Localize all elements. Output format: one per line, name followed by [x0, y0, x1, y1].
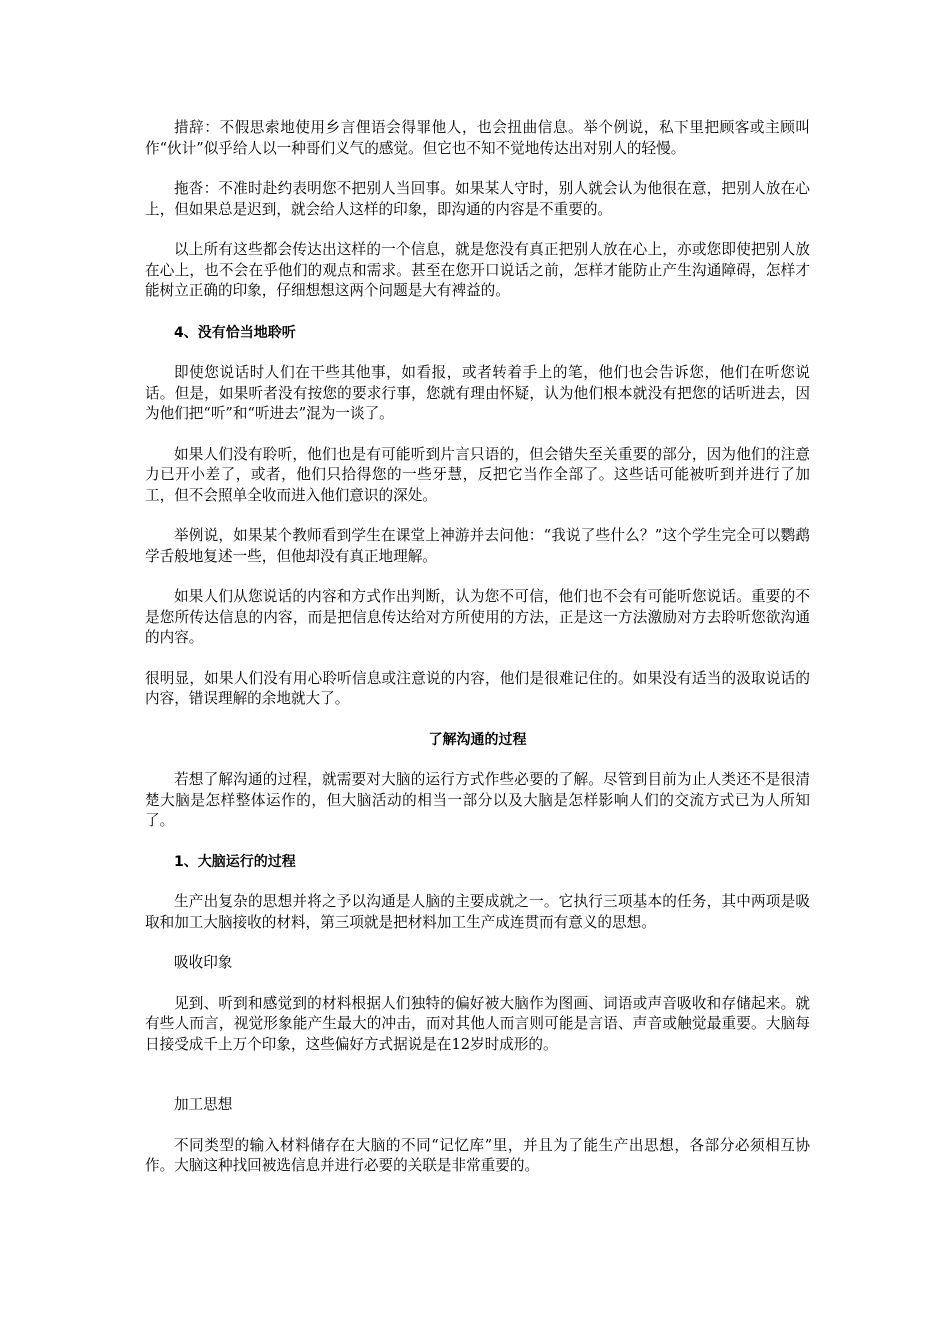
paragraph-wording: 措辞：不假思索地使用乡言俚语会得罪他人，也会扭曲信息。举个例说，私下里把顾客或主顾叫作“伙计”似乎给人以一种哥们义气的感觉。但它也不知不觉地传达出对别人的轻慢。: [145, 119, 810, 157]
document-page: [145, 118, 810, 1177]
paragraph-example: 举例说，如果某个教师看到学生在课堂上神游并去问他：“我说了些什么？”这个学生完全可以鹦鹉学舌般地复述一些，但他却没有真正地理解。: [145, 527, 810, 565]
paragraph-listening-2: 如果人们没有聆听，他们也是有可能听到片言只语的，但会错失至关重要的部分，因为他们的注意力已开小差了，或者，他们只拾得您的一些牙慧，反把它当作全部了。这些话可能被听到并进行了加工，但不会照单全收而进入他们意识的深处。: [145, 445, 810, 504]
paragraph-tardiness: 拖沓：不准时赴约表明您不把别人当回事。如果某人守时，别人就会认为他很在意，把别人放在心上，但如果总是迟到，就会给人这样的印象，即沟通的内容是不重要的。: [145, 180, 810, 218]
paragraph-processing: 不同类型的输入材料储存在大脑的不同“记忆库”里，并且为了能生产出思想，各部分必须相互协作。大脑这种找回被选信息并进行必要的关联是非常重要的。: [145, 1136, 810, 1174]
paragraph-obvious: 很明显，如果人们没有用心聆听信息或注意说的内容，他们是很难记住的。如果没有适当的汲取说话的内容，错误理解的余地就大了。: [145, 669, 810, 707]
section-heading-brain: 1、大脑运行的过程: [174, 853, 296, 870]
subheading-processing: 加工思想: [174, 1096, 233, 1113]
paragraph-judgement: 如果人们从您说话的内容和方式作出判断，认为您不可信，他们也不会有可能听您说话。重要的不是您所传达信息的内容，而是把信息传达给对方所使用的方法，正是这一方法激励对方去聆听您欲沟通的内容。: [145, 588, 810, 646]
subheading-impressions: 吸收印象: [174, 954, 233, 971]
paragraph-brain-tasks: 生产出复杂的思想并将之予以沟通是人脑的主要成就之一。它执行三项基本的任务，其中两项是吸取和加工大脑接收的材料，第三项就是把材料加工生产成连贯而有意义的思想。: [145, 893, 810, 931]
paragraph-process-intro: 若想了解沟通的过程，就需要对大脑的运行方式作些必要的了解。尽管到目前为止人类还不是很清楚大脑是怎样整体运作的，但大脑活动的相当一部分以及大脑是怎样影响人们的交流方式已为人所知了。: [145, 771, 810, 829]
section-heading-listening: 4、没有恰当地聆听: [174, 324, 296, 341]
paragraph-listening-1: 即使您说话时人们在干些其他事，如看报，或者转着手上的笔，他们也会告诉您，他们在听您说话。但是，如果听者没有按您的要求行事，您就有理由怀疑，认为他们根本就没有把您的话听进去，因为他们把“听”和“听进去”混为一谈了。: [145, 364, 810, 422]
section-title-communication-process: 了解沟通的过程: [428, 731, 527, 748]
paragraph-summary: 以上所有这些都会传达出这样的一个信息，就是您没有真正把别人放在心上，亦或您即使把别人放在心上，也不会在乎他们的观点和需求。甚至在您开口说话之前，怎样才能防止产生沟通障碍，怎样才能树立正确的印象，仔细想想这两个问题是大有裨益的。: [145, 241, 810, 299]
paragraph-impressions: 见到、听到和感觉到的材料根据人们独特的偏好被大脑作为图画、词语或声音吸收和存储起来。就有些人而言，视觉形象能产生最大的冲击，而对其他人而言则可能是言语、声音或触觉最重要。大脑每日接受成千上万个印象，这些偏好方式据说是在12岁时成形的。: [145, 994, 810, 1053]
